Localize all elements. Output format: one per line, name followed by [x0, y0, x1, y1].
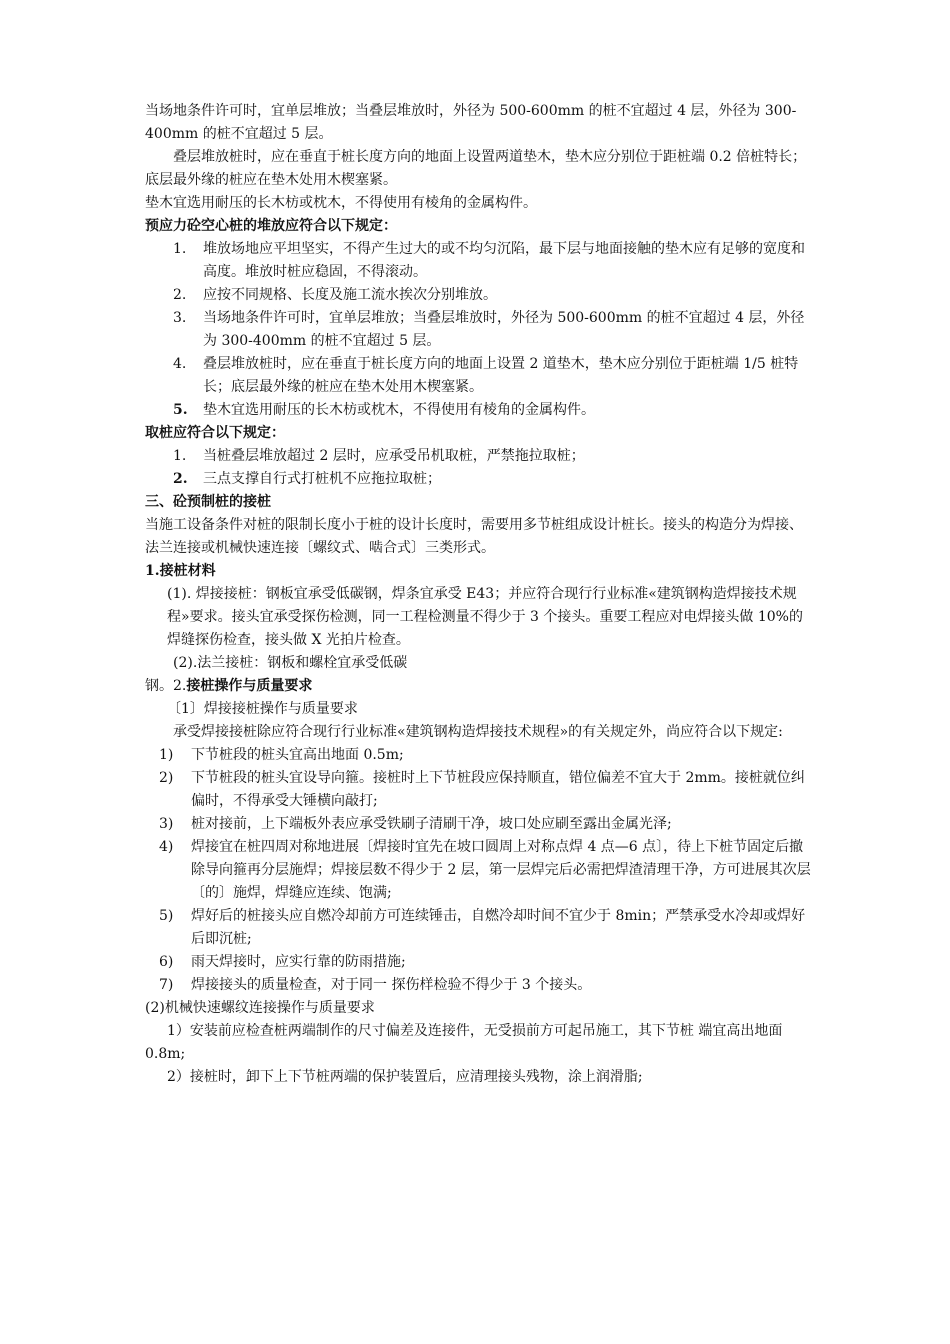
list-item: 1. 堆放场地应平坦坚实，不得产生过大的或不均匀沉陷，最下层与地面接触的垫木应有足够的宽度和高度。堆放时桩应稳固，不得滚动。 [173, 241, 805, 280]
paragraph-weld-intro: 承受焊接接桩除应符合现行行业标准«建筑钢构造焊接技术规程»的有关规定外，尚应符合以下规定: [173, 724, 783, 740]
heading-mechanical-connection: (2)机械快速螺纹连接操作与质量要求 [145, 1000, 375, 1016]
paragraph-joint-intro: 当施工设备条件对桩的限制长度小于桩的设计长度时，需要用多节桩组成设计桩长。接头的构造分为焊接、法兰连接或机械快速连接〔螺纹式、啮合式〕三类形式。 [145, 517, 803, 556]
paragraph-stacking-layers: 当场地条件许可时，宜单层堆放；当叠层堆放时，外径为 500-600mm 的桩不宜超过 4 层，外径为 300-400mm 的桩不宜超过 5 层。 [145, 103, 797, 142]
heading-joint-operation: 接桩操作与质量要求 [186, 678, 313, 694]
list-item: 7) 焊接接头的质量检查，对于同一 探伤样检验不得少于 3 个接头。 [159, 977, 592, 993]
list-item: 5. 垫木宜选用耐压的长木枋或枕木，不得使用有棱角的金属构件。 [173, 402, 595, 418]
list-item: 1) 下节桩段的桩头宜高出地面 0.5m; [159, 747, 404, 763]
heading-take-pile: 取桩应符合以下规定： [145, 425, 285, 441]
list-item: 3) 桩对接前，上下端板外表应承受铁刷子清刷干净，坡口处应刷至露出金属光泽; [159, 816, 672, 832]
paragraph-mechanical-step-1: 1）安装前应检查桩两端制作的尺寸偏差及连接件，无受损前方可起吊施工，其下节桩 端宜高出地面 0.8m; [145, 1023, 783, 1062]
document-page [145, 100, 813, 1089]
list-item: 5) 焊好后的桩接头应自燃冷却前方可连续锤击，自燃冷却时间不宜少于 8min；严禁承受水冷却或焊好后即沉桩; [159, 908, 806, 947]
paragraph-sleeper-material: 垫木宜选用耐压的长木枋或枕木，不得使用有棱角的金属构件。 [145, 195, 537, 211]
list-item: 3. 当场地条件许可时，宜单层堆放；当叠层堆放时，外径为 500-600mm 的桩不宜超过 4 层，外径为 300-400mm 的桩不宜超过 5 层。 [173, 310, 805, 349]
paragraph-joint-operation: 钢。2.接桩操作与质量要求 [145, 678, 313, 694]
paragraph-flange-materials: (2).法兰接桩：钢板和螺栓宜承受低碳 [173, 655, 408, 671]
paragraph-mechanical-step-2: 2）接桩时，卸下上下节桩两端的保护装置后，应清理接头残物，涂上润滑脂; [167, 1069, 643, 1085]
heading-section-3: 三、砼预制桩的接桩 [145, 494, 271, 510]
list-item: 1. 当桩叠层堆放超过 2 层时，应承受吊机取桩，严禁拖拉取桩； [173, 448, 585, 464]
take-pile-list [145, 445, 813, 491]
heading-joint-materials: 1.接桩材料 [145, 563, 216, 579]
list-item: 2) 下节桩段的桩头宜设导向箍。接桩时上下节桩段应保持顺直，错位偏差不宜大于 2mm。接桩就位纠偏时，不得承受大锤横向敲打; [159, 770, 805, 809]
heading-weld-operation: 〔1〕焊接接桩操作与质量要求 [167, 701, 358, 717]
prestressed-stacking-list [145, 238, 813, 422]
list-item: 2. 应按不同规格、长度及施工流水挨次分别堆放。 [173, 287, 497, 303]
list-item: 4. 叠层堆放桩时，应在垂直于桩长度方向的地面上设置 2 道垫木，垫木应分别位于距桩端 1/5 桩特长；底层最外缘的桩应在垫木处用木楔塞紧。 [173, 356, 799, 395]
weld-requirements-list [145, 744, 813, 997]
list-item: 6) 雨天焊接时，应实行靠的防雨措施; [159, 954, 406, 970]
paragraph-sleeper-placement: 叠层堆放桩时，应在垂直于桩长度方向的地面上设置两道垫木，垫木应分别位于距桩端 0.2 倍桩特长；底层最外缘的桩应在垫木处用木楔塞紧。 [145, 149, 807, 188]
list-item: 4) 焊接宜在桩四周对称地进展〔焊接时宜先在坡口圆周上对称点焊 4 点—6 点〕，待上下桩节固定后撤除导向箍再分层施焊；焊接层数不得少于 2 层，第一层焊完后必需把焊渣清理干净，方可进展其次层〔的〕施焊，焊缝应连续、饱满; [159, 839, 811, 901]
paragraph-weld-materials: (1). 焊接接桩：钢板宜承受低碳钢，焊条宜承受 E43；并应符合现行行业标准«建筑钢构造焊接技术规程»要求。接头宜承受探伤检测，同一工程检测量不得少于 3 个接头。重要工程应对电焊接头做 10%的焊缝探伤检查，接头做 X 光拍片检查。 [167, 586, 803, 648]
list-item: 2. 三点支撑自行式打桩机不应拖拉取桩； [173, 471, 441, 487]
heading-prestressed-stacking: 预应力砼空心桩的堆放应符合以下规定： [145, 218, 397, 234]
